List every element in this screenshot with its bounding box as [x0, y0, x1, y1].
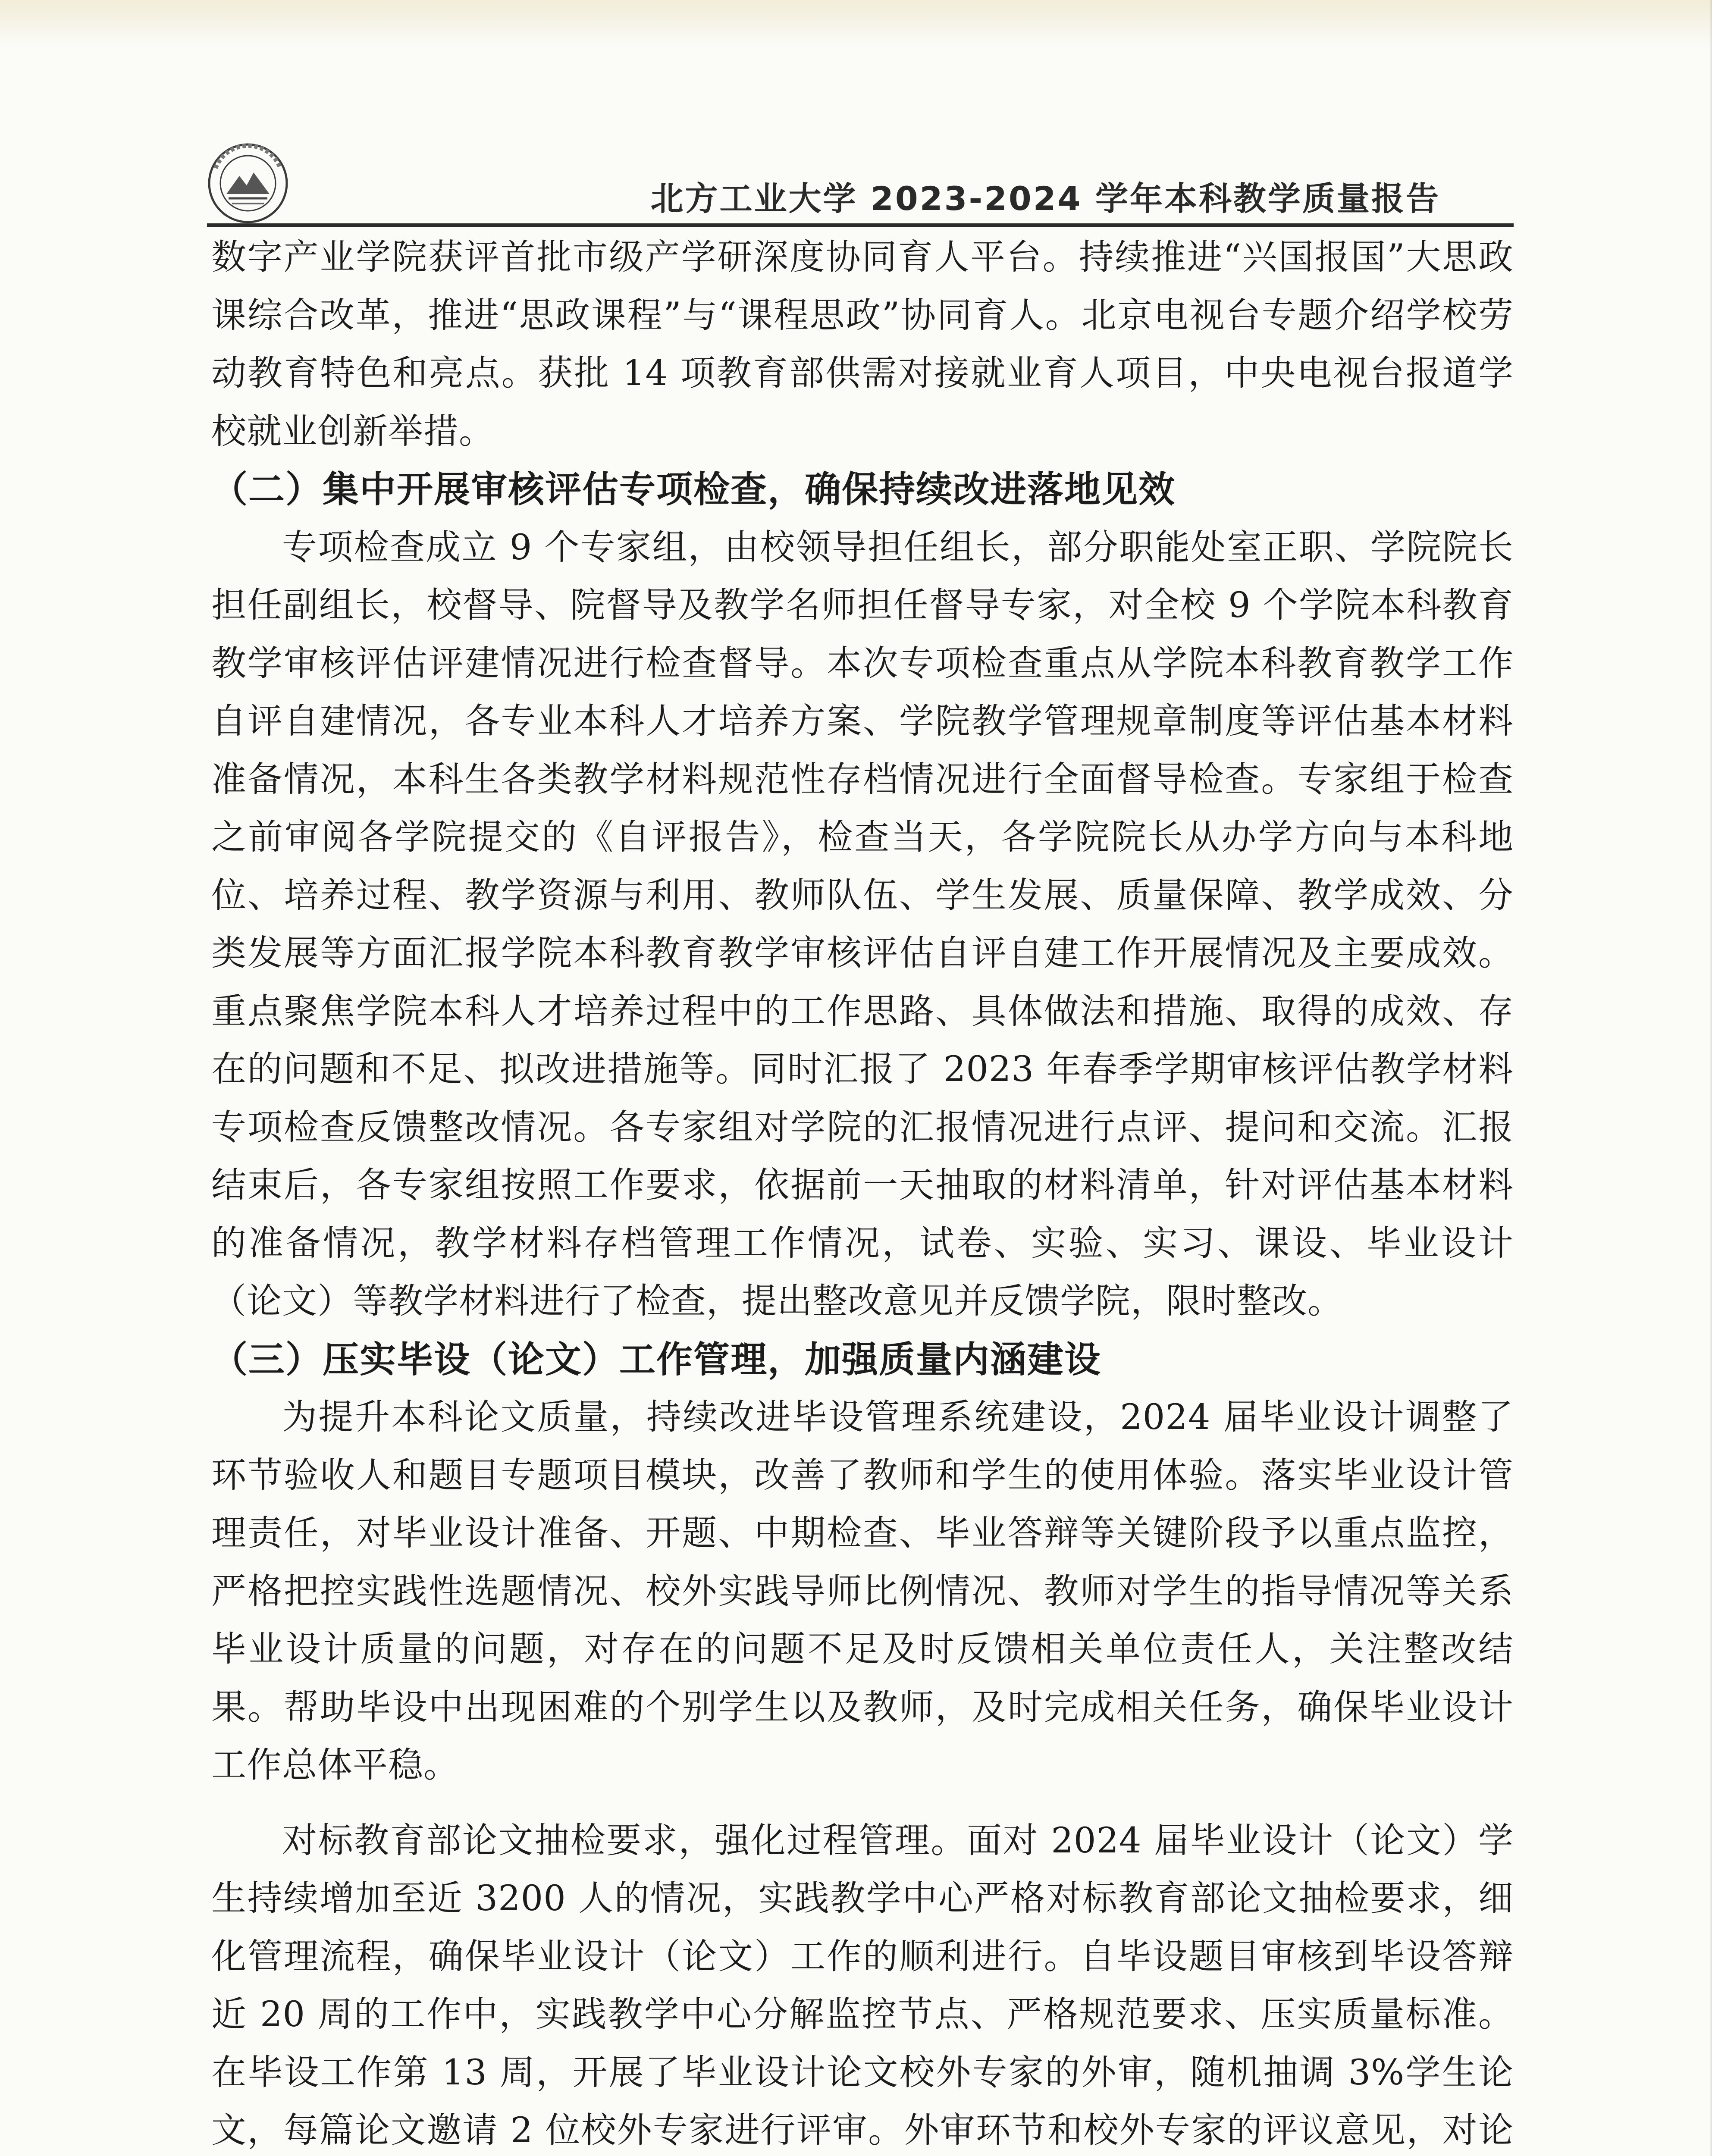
scan-edge-shadow	[1709, 0, 1712, 2156]
page-header	[207, 142, 1514, 224]
report-title: 北方工业大学 2023-2024 学年本科教学质量报告	[650, 179, 1440, 218]
scan-tint	[0, 0, 1712, 47]
header-divider	[207, 223, 1514, 227]
section-3-paragraph-2: 对标教育部论文抽检要求，强化过程管理。面对 2024 届毕业设计（论文）学生持续增加至近 3200 人的情况，实践教学中心严格对标教育部论文抽检要求，细化管理流程，确保毕业设计（论文）工作的顺利进行。自毕设题目审核到毕设答辩近 20 周的工作中，实践教学中心分解监控节点、严格规范要求、压实质量标准。在毕设工作第 13 周，开展了毕业设计论文校外专家的外审，随机抽调 3%学生论文，每篇论文邀请 2 位校外专家进行评审。外审环节和校外专家的评议意见，对论	[211, 1820, 1514, 2151]
section-heading-2: （二）集中开展审核评估专项检查，确保持续改进落地见效	[211, 468, 1176, 511]
section-3-paragraph-1: 为提升本科论文质量，持续改进毕设管理系统建设，2024 届毕业设计调整了环节验收人和题目专题项目模块，改善了教师和学生的使用体验。落实毕业设计管理责任，对毕业设计准备、开题、中期检查、毕业答辩等关键阶段予以重点监控，严格把控实践性选题情况、校外实践导师比例情况、教师对学生的指导情况等关系毕业设计质量的问题，对存在的问题不足及时反馈相关单位责任人，关注整改结果。帮助毕设中出现困难的个别学生以及教师，及时完成相关任务，确保毕业设计工作总体平稳。	[211, 1397, 1514, 1786]
main-content	[211, 229, 1514, 2156]
university-seal-icon	[207, 142, 289, 224]
intro-paragraph: 数字产业学院获评首批市级产学研深度协同育人平台。持续推进“兴国报国”大思政课综合改革，推进“思政课程”与“课程思政”协同育人。北京电视台专题介绍学校劳动教育特色和亮点。获批 14 项教育部供需对接就业育人项目，中央电视台报道学校就业创新举措。	[211, 237, 1514, 452]
section-heading-3: （三）压实毕设（论文）工作管理，加强质量内涵建设	[211, 1338, 1102, 1381]
section-2-paragraph: 专项检查成立 9 个专家组，由校领导担任组长，部分职能处室正职、学院院长担任副组长，校督导、院督导及教学名师担任督导专家，对全校 9 个学院本科教育教学审核评估评建情况进行检查督导。本次专项检查重点从学院本科教育教学工作自评自建情况，各专业本科人才培养方案、学院教学管理规章制度等评估基本材料准备情况，本科生各类教学材料规范性存档情况进行全面督导检查。专家组于检查之前审阅各学院提交的《自评报告》，检查当天，各学院院长从办学方向与本科地位、培养过程、教学资源与利用、教师队伍、学生发展、质量保障、教学成效、分类发展等方面汇报学院本科教育教学审核评估自评自建工作开展情况及主要成效。重点聚焦学院本科人才培养过程中的工作思路、具体做法和措施、取得的成效、存在的问题和不足、拟改进措施等。同时汇报了 2023 年春季学期审核评估教学材料专项检查反馈整改情况。各专家组对学院的汇报情况进行点评、提问和交流。汇报结束后，各专家组按照工作要求，依据前一天抽取的材料清单，针对评估基本材料的准备情况，教学材料存档管理工作情况，试卷、实验、实习、课设、毕业设计（论文）等教学材料进行了检查，提出整改意见并反馈学院，限时整改。	[211, 527, 1514, 1322]
